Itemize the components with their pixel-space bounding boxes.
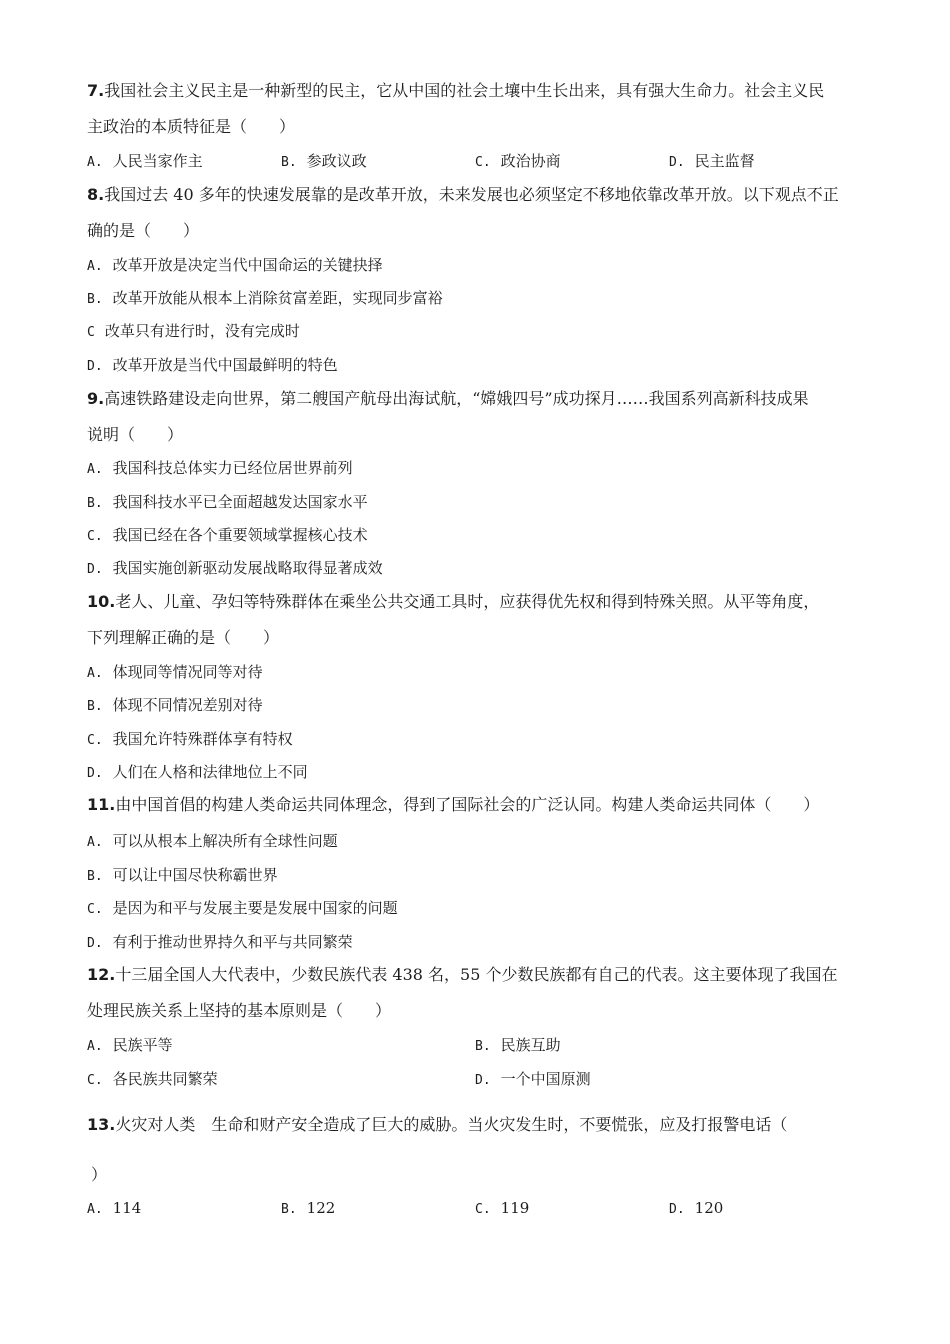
question-13-option-b[interactable]: B. 122 bbox=[281, 1199, 336, 1217]
question-9-option-c[interactable]: C. 我国已经在各个重要领域掌握核心技术 bbox=[87, 526, 368, 544]
question-7-stem-line1: 7.我国社会主义民主是一种新型的民主，它从中国的社会土壤中生长出来，具有强大生命力。社会主义民 bbox=[87, 81, 825, 100]
question-10-option-c[interactable]: C. 我国允许特殊群体享有特权 bbox=[87, 730, 293, 748]
question-9-option-d[interactable]: D. 我国实施创新驱动发展战略取得显著成效 bbox=[87, 559, 383, 577]
question-8-option-b[interactable]: B. 改革开放能从根本上消除贫富差距，实现同步富裕 bbox=[87, 289, 443, 307]
question-9-number: 9. bbox=[87, 389, 105, 408]
question-12-option-b[interactable]: B. 民族互助 bbox=[475, 1036, 561, 1054]
question-10-number: 10. bbox=[87, 592, 116, 611]
question-13-number: 13. bbox=[87, 1115, 116, 1134]
question-7-stem-line2: 主政治的本质特征是（ ） bbox=[87, 117, 296, 136]
question-12-option-a[interactable]: A. 民族平等 bbox=[87, 1036, 173, 1054]
question-9-stem-line2: 说明（ ） bbox=[87, 425, 184, 444]
question-11-option-c[interactable]: C. 是因为和平与发展主要是发展中国家的问题 bbox=[87, 899, 398, 917]
question-10-stem-line1: 10.老人、儿童、孕妇等特殊群体在乘坐公共交通工具时，应获得优先权和得到特殊关照。从平等角度， bbox=[87, 592, 820, 611]
question-11-option-a[interactable]: A. 可以从根本上解决所有全球性问题 bbox=[87, 832, 338, 850]
question-12-stem-line2: 处理民族关系上坚持的基本原则是（ ） bbox=[87, 1001, 392, 1020]
question-8-stem-line1: 8.我国过去 40 多年的快速发展靠的是改革开放，未来发展也必须坚定不移地依靠改革开放。以下观点不正 bbox=[87, 185, 839, 204]
question-11-stem-line1: 11.由中国首倡的构建人类命运共同体理念，得到了国际社会的广泛认同。构建人类命运共同体（ ） bbox=[87, 795, 820, 814]
question-8-number: 8. bbox=[87, 185, 105, 204]
question-10-option-d[interactable]: D. 人们在人格和法律地位上不同 bbox=[87, 763, 308, 781]
question-7-number: 7. bbox=[87, 81, 105, 100]
question-13-option-d[interactable]: D. 120 bbox=[669, 1199, 724, 1217]
question-9-stem-line1: 9.高速铁路建设走向世界，第二艘国产航母出海试航，“嫦娥四号”成功探月……我国系列高新科技成果 bbox=[87, 389, 809, 408]
question-11-option-b[interactable]: B. 可以让中国尽快称霸世界 bbox=[87, 866, 278, 884]
question-10-option-b[interactable]: B. 体现不同情况差别对待 bbox=[87, 696, 263, 714]
question-9-option-a[interactable]: A. 我国科技总体实力已经位居世界前列 bbox=[87, 459, 353, 477]
question-8-option-c[interactable]: C 改革只有进行时，没有完成时 bbox=[87, 322, 300, 340]
question-11-option-d[interactable]: D. 有利于推动世界持久和平与共同繁荣 bbox=[87, 933, 353, 951]
question-10-option-a[interactable]: A. 体现同等情况同等对待 bbox=[87, 663, 263, 681]
question-13-option-c[interactable]: C. 119 bbox=[475, 1199, 530, 1217]
question-13-option-a[interactable]: A. 114 bbox=[87, 1199, 142, 1217]
question-8-stem-line2: 确的是（ ） bbox=[87, 221, 200, 240]
question-12-option-d[interactable]: D. 一个中国原测 bbox=[475, 1070, 591, 1088]
question-12-option-c[interactable]: C. 各民族共同繁荣 bbox=[87, 1070, 218, 1088]
question-12-number: 12. bbox=[87, 965, 116, 984]
question-7-option-d[interactable]: D. 民主监督 bbox=[669, 152, 755, 170]
question-10-stem-line2: 下列理解正确的是（ ） bbox=[87, 628, 280, 647]
question-8-option-a[interactable]: A. 改革开放是决定当代中国命运的关键抉择 bbox=[87, 256, 383, 274]
question-11-number: 11. bbox=[87, 795, 116, 814]
question-12-stem-line1: 12.十三届全国人大代表中，少数民族代表 438 名，55 个少数民族都有自己的代表。这主要体现了我国在 bbox=[87, 965, 838, 984]
question-7-option-b[interactable]: B. 参政议政 bbox=[281, 152, 367, 170]
question-13-stem-line2: ） bbox=[91, 1165, 108, 1184]
question-8-option-d[interactable]: D. 改革开放是当代中国最鲜明的特色 bbox=[87, 356, 338, 374]
question-9-option-b[interactable]: B. 我国科技水平已全面超越发达国家水平 bbox=[87, 493, 368, 511]
question-13-stem-line1: 13.火灾对人类 生命和财产安全造成了巨大的威胁。当火灾发生时，不要慌张，应及打报警电话（ bbox=[87, 1115, 788, 1134]
question-7-option-c[interactable]: C. 政治协商 bbox=[475, 152, 561, 170]
question-7-option-a[interactable]: A. 人民当家作主 bbox=[87, 152, 203, 170]
